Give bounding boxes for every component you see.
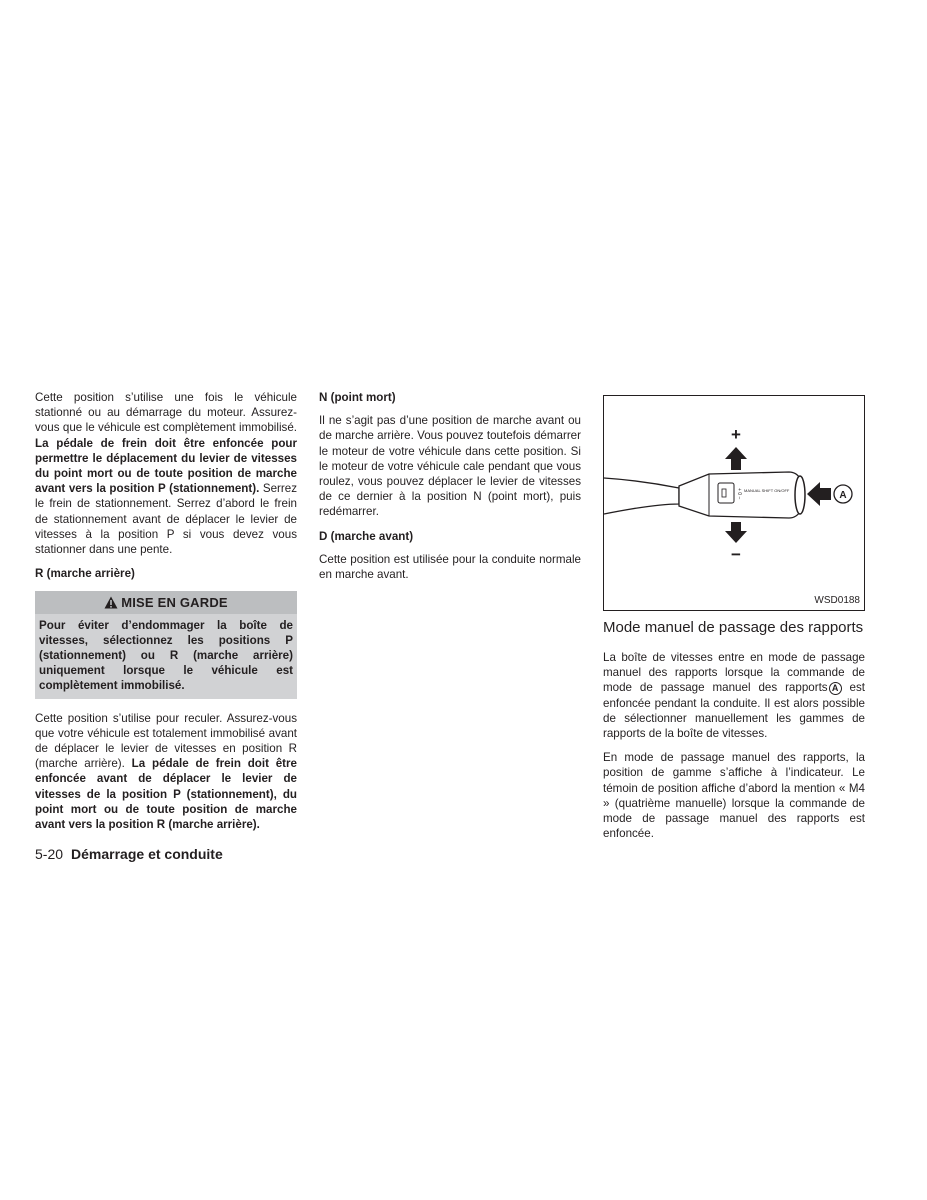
heading-n: N (point mort) — [319, 391, 396, 404]
text: La boîte de vitesses entre en mode de passage manuel des rapports lorsque la commande de mode de passage manuel des rapports — [603, 651, 865, 695]
caution-box — [35, 591, 297, 698]
callout-a-label: A — [839, 490, 847, 501]
bold-text: La pédale de frein doit être enfoncée pour permettre le déplacement du levier de vitesses du point mort ou de toute position de marche avant vers la position P (stationnement). — [35, 436, 297, 496]
caution-header — [35, 591, 297, 613]
caution-text: Pour éviter d’endommager la boîte de vitesses, sélectionnez les positions P (stationnement) ou R (marche arrière) uniquement lorsque le véhicule est complètement immobilisé. — [39, 618, 293, 693]
figure-code: WSD0188 — [814, 594, 860, 606]
text: Cette position s’utilise une fois le véhicule stationné ou au démarrage du moteur. Assurez-vous que le véhicule est complètement immobilisé. — [35, 391, 297, 435]
heading-r: R (marche arrière) — [35, 567, 135, 581]
knob-markings: + 0 − — [736, 488, 742, 500]
up-arrow-icon — [725, 447, 747, 470]
p-d-description: Cette position est utilisée pour la conduite normale en marche avant. — [319, 552, 581, 582]
caution-title: MISE EN GARDE — [121, 595, 228, 611]
page-footer — [35, 846, 223, 862]
p-r-description — [35, 711, 297, 833]
p-manual-mode-1 — [603, 650, 865, 741]
switch-label: MANUAL SHIFT ON/OFF — [744, 488, 790, 493]
plus-label: + — [731, 425, 741, 444]
section-title: Mode manuel de passage des rapports — [603, 619, 864, 636]
warning-icon — [104, 596, 118, 609]
column-right — [603, 395, 865, 850]
down-arrow-icon — [725, 522, 747, 543]
p-manual-mode-2: En mode de passage manuel des rapports, la position de gamme s’affiche à l’indicateur. Le témoin de position affiche d’abord la mention « M4 » (quatrième manuelle) lorsque la commande de mode de passage manuel des rapports est enfoncée. — [603, 751, 865, 841]
heading-d: D (marche avant) — [319, 529, 414, 543]
p-position-intro — [35, 390, 297, 557]
minus-label: − — [731, 545, 741, 564]
left-arrow-icon — [807, 482, 831, 506]
text: est enfoncée pendant la conduite. Il est alors possible de sélectionner manuellement les gammes de rapports de la boîte de vitesses. — [603, 681, 865, 741]
page-number: 5-20 — [35, 846, 64, 862]
text: Serrez le frein de stationnement. Serrez d’abord le frein de stationnement avant de déplacer le levier de vitesses à la position P si vous devez vous stationner dans une pente. — [35, 482, 297, 557]
figure-shift-lever — [603, 395, 865, 611]
callout-a-marker: A — [829, 682, 842, 695]
bold-text: La pédale de frein doit être enfoncée avant de déplacer le levier de vitesses de la position P (stationnement), du point mort ou de toute position de marche avant vers la position R (marche arrière). — [35, 757, 297, 832]
column-middle — [319, 390, 581, 591]
text: Cette position s’utilise pour reculer. Assurez-vous que votre véhicule est totalement immobilisé avant de déplacer le levier de vitesses en position R (marche arrière). — [35, 711, 297, 771]
chapter-title: Démarrage et conduite — [71, 846, 223, 862]
shift-lever-illustration — [604, 396, 864, 610]
p-n-description: Il ne s’agit pas d’une position de marche avant ou de marche arrière. Vous pouvez toutefois démarrer le moteur de votre véhicule dans cette position. Si le moteur de votre véhicule cale pendant que vous roulez, vous pouvez déplacer le levier de vitesses de ce dernier à la position N (point mort), puis redémarrer. — [319, 414, 581, 519]
column-left — [35, 390, 297, 841]
